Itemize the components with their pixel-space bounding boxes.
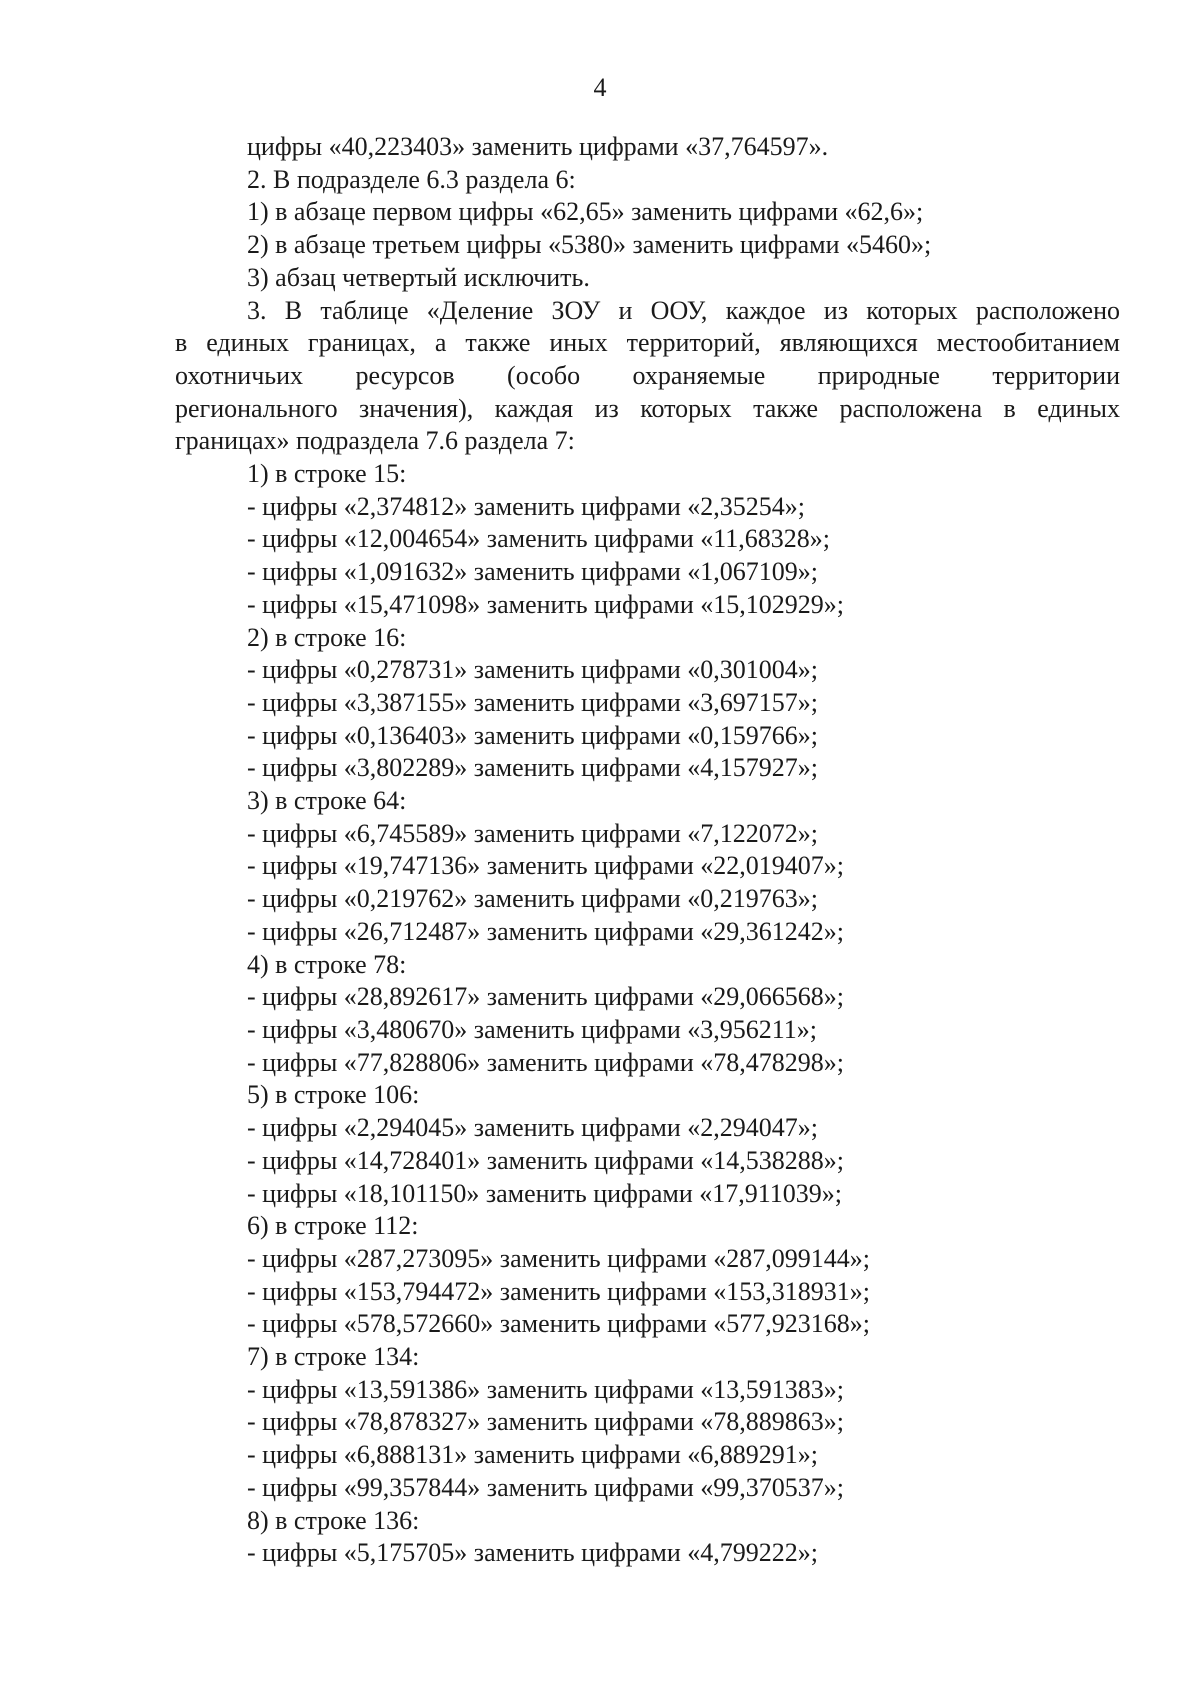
text-line: - цифры «2,294045» заменить цифрами «2,294047»; <box>247 1113 818 1143</box>
text-line: - цифры «13,591386» заменить цифрами «13,591383»; <box>247 1374 844 1404</box>
text-line: - цифры «1,091632» заменить цифрами «1,067109»; <box>247 557 818 587</box>
text-line: - цифры «3,802289» заменить цифрами «4,157927»; <box>247 753 818 783</box>
text-line: - цифры «6,745589» заменить цифрами «7,122072»; <box>247 818 818 848</box>
text-line: 2) в строке 16: <box>247 622 407 652</box>
text-line: охотничьих ресурсов (особо охраняемые природные территории <box>175 360 1120 390</box>
text-line: 8) в строке 136: <box>247 1505 420 1535</box>
text-line: цифры «40,223403» заменить цифрами «37,764597». <box>247 132 829 161</box>
text-line: - цифры «19,747136» заменить цифрами «22,019407»; <box>247 851 844 881</box>
text-line: - цифры «2,374812» заменить цифрами «2,35254»; <box>247 491 805 521</box>
document-body <box>175 131 1120 1570</box>
text-line: границах» подраздела 7.6 раздела 7: <box>175 426 575 456</box>
text-line: - цифры «3,387155» заменить цифрами «3,697157»; <box>247 687 818 717</box>
text-line: - цифры «0,278731» заменить цифрами «0,301004»; <box>247 655 818 685</box>
text-line: 3) абзац четвертый исключить. <box>247 262 590 292</box>
text-line: 1) в абзаце первом цифры «62,65» заменить цифрами «62,6»; <box>247 197 924 227</box>
text-line: - цифры «287,273095» заменить цифрами «287,099144»; <box>247 1243 870 1273</box>
text-line: 3) в строке 64: <box>247 786 407 816</box>
page-number: 4 <box>593 73 607 102</box>
text-line: - цифры «3,480670» заменить цифрами «3,956211»; <box>247 1014 817 1044</box>
text-line: - цифры «6,888131» заменить цифрами «6,889291»; <box>247 1440 818 1470</box>
text-line: - цифры «12,004654» заменить цифрами «11,68328»; <box>247 524 830 554</box>
text-line: - цифры «14,728401» заменить цифрами «14,538288»; <box>247 1145 844 1175</box>
text-line: - цифры «99,357844» заменить цифрами «99,370537»; <box>247 1472 844 1502</box>
text-line: - цифры «153,794472» заменить цифрами «153,318931»; <box>247 1276 870 1306</box>
text-line: - цифры «0,136403» заменить цифрами «0,159766»; <box>247 720 818 750</box>
text-line: 4) в строке 78: <box>247 949 407 979</box>
text-line: 2) в абзаце третьем цифры «5380» заменить цифрами «5460»; <box>247 230 932 260</box>
text-line: - цифры «26,712487» заменить цифрами «29,361242»; <box>247 916 844 946</box>
text-line: - цифры «5,175705» заменить цифрами «4,799222»; <box>247 1538 818 1568</box>
text-line: регионального значения), каждая из которых также расположена в единых <box>175 393 1120 423</box>
text-line: - цифры «18,101150» заменить цифрами «17,911039»; <box>247 1178 843 1208</box>
text-line: - цифры «15,471098» заменить цифрами «15,102929»; <box>247 589 844 619</box>
text-line: - цифры «0,219762» заменить цифрами «0,219763»; <box>247 884 818 914</box>
text-line: в единых границах, а также иных территорий, являющихся местообитанием <box>175 328 1120 358</box>
text-line: 2. В подразделе 6.3 раздела 6: <box>247 164 576 194</box>
text-line: - цифры «578,572660» заменить цифрами «577,923168»; <box>247 1309 870 1339</box>
text-line: - цифры «28,892617» заменить цифрами «29,066568»; <box>247 982 844 1012</box>
text-line: 7) в строке 134: <box>247 1342 420 1372</box>
text-line: 1) в строке 15: <box>247 459 407 489</box>
text-line: - цифры «78,878327» заменить цифрами «78,889863»; <box>247 1407 844 1437</box>
text-line: 5) в строке 106: <box>247 1080 420 1110</box>
text-line: 6) в строке 112: <box>247 1211 419 1241</box>
text-line: 3. В таблице «Деление ЗОУ и ООУ, каждое из которых расположено <box>247 295 1120 325</box>
text-line: - цифры «77,828806» заменить цифрами «78,478298»; <box>247 1047 844 1077</box>
